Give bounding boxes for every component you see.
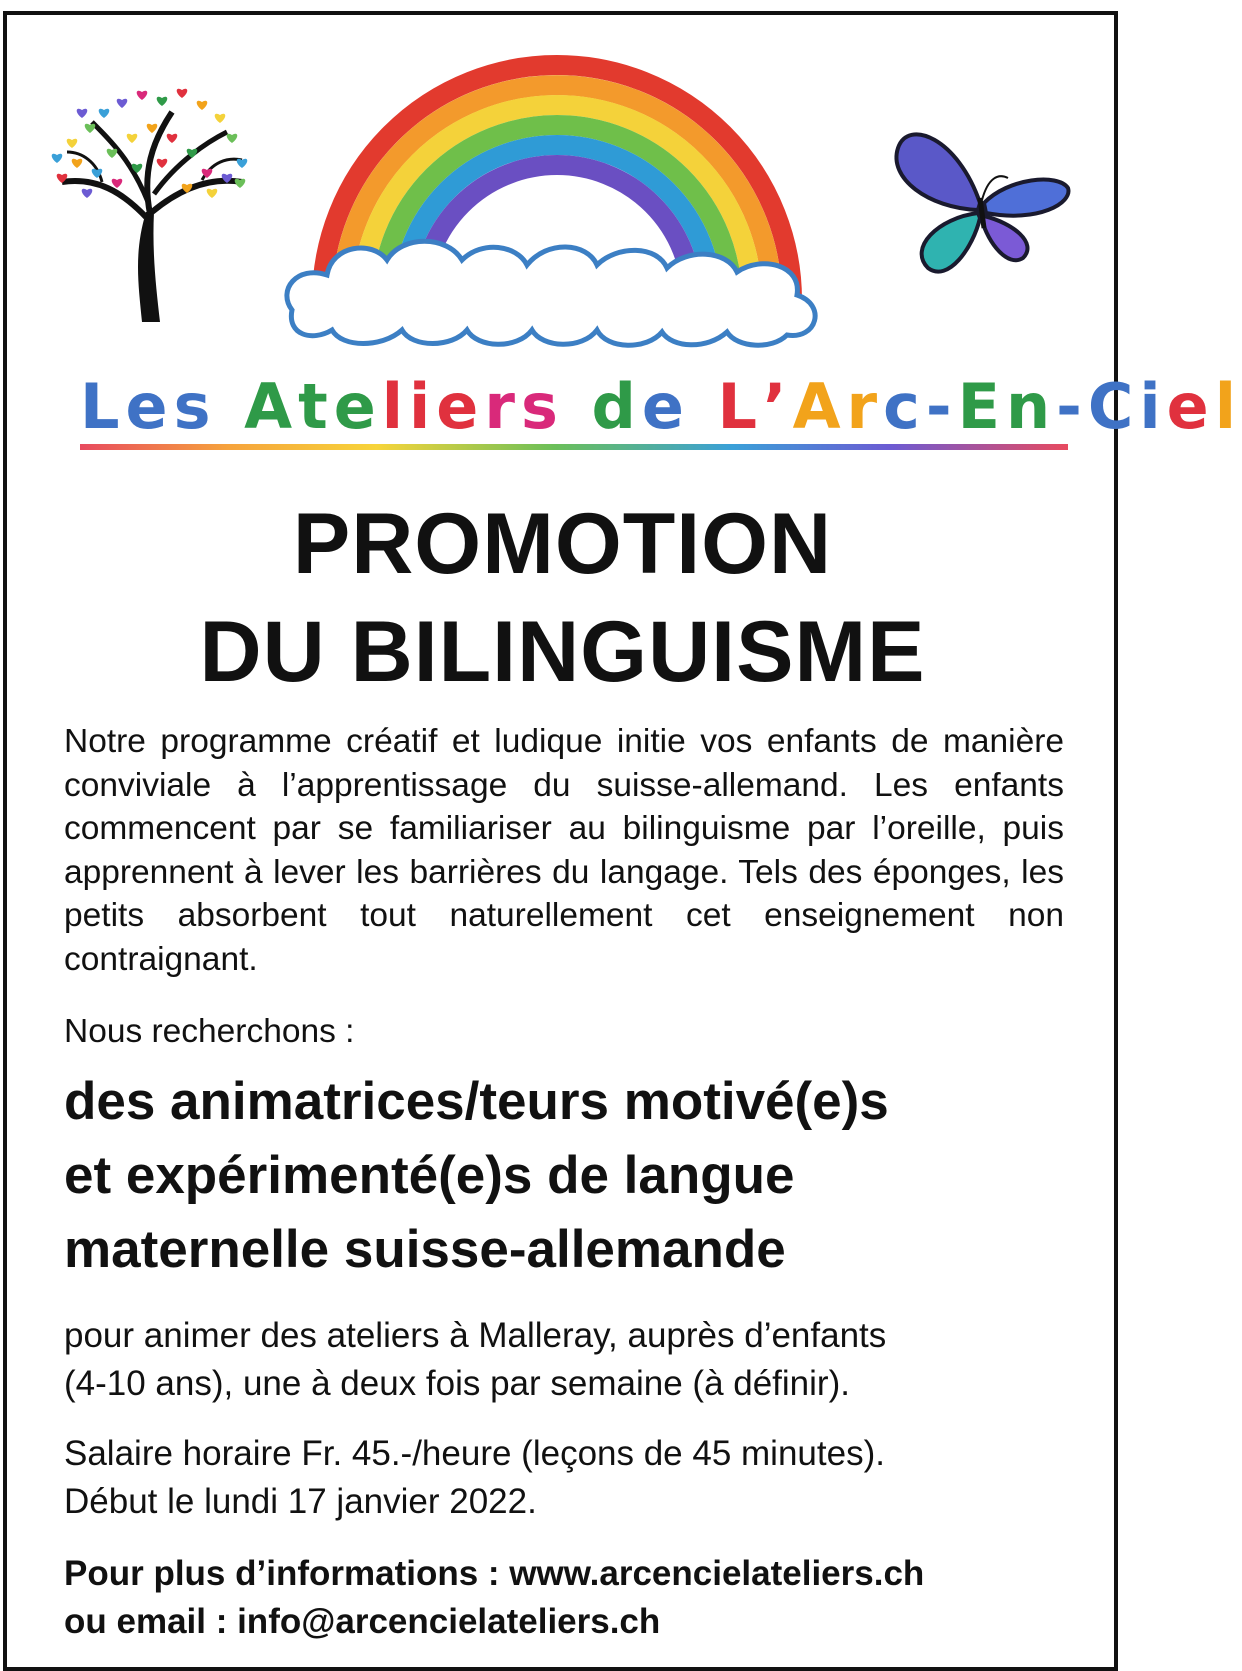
- heart-tree-icon: [42, 82, 252, 322]
- brand-letter: l: [1214, 370, 1242, 443]
- job-details-line-2: (4-10 ans), une à deux fois par semaine (à définir).: [64, 1364, 850, 1403]
- brand-logo: [80, 368, 1242, 452]
- heart-leaf: [127, 134, 138, 143]
- heart-leaf: [52, 154, 63, 163]
- heart-leaf: [77, 109, 88, 118]
- heart-leaf: [215, 114, 226, 123]
- job-details-line-1: pour animer des ateliers à Malleray, auprès d’enfants: [64, 1316, 887, 1355]
- brand-letter: e: [641, 370, 690, 443]
- contact-website[interactable]: Pour plus d’informations : www.arcencielateliers.ch: [64, 1554, 925, 1593]
- contact-info: [64, 1550, 1064, 1646]
- intro-paragraph: Notre programme créatif et ludique initie vos enfants de manière conviviale à l’apprentissage du suisse-allemand. Les enfants commencent par se familiariser au bilinguisme par l’oreille, puis apprennent à lever les barrières du langage. Tels des éponges, les petits absorbent tout naturellement cet enseignement non contraignant.: [64, 723, 1064, 978]
- heart-leaf: [167, 134, 178, 143]
- heart-leaf: [235, 179, 246, 188]
- brand-name: [80, 368, 1242, 446]
- heart-leaf: [147, 124, 158, 133]
- brand-letter: s: [173, 370, 217, 443]
- brand-letter: -: [1056, 370, 1088, 443]
- heart-leaf: [67, 139, 78, 148]
- heart-leaf: [99, 109, 110, 118]
- brand-letter: d: [591, 370, 642, 443]
- heart-leaf: [177, 89, 188, 98]
- brand-letter: t: [298, 370, 334, 443]
- heart-leaf: [197, 101, 208, 110]
- brand-letter: A: [244, 370, 299, 443]
- role-line-3: maternelle suisse-allemande: [64, 1220, 786, 1279]
- brand-letter: l: [381, 370, 410, 443]
- brand-letter: i: [409, 370, 437, 443]
- brand-letter: E: [957, 370, 1006, 443]
- headline: [0, 490, 1125, 706]
- brand-letter: e: [125, 370, 174, 443]
- headline-line-1: PROMOTION: [292, 496, 833, 592]
- brand-underline: [80, 444, 1068, 450]
- butterfly-icon: [888, 118, 1073, 278]
- brand-letter: r: [484, 370, 521, 443]
- heart-leaf: [237, 159, 248, 168]
- brand-letter: -: [925, 370, 958, 443]
- heart-leaf: [85, 124, 96, 133]
- heart-leaf: [227, 134, 238, 143]
- brand-letter: e: [333, 370, 382, 443]
- salary-line-1: Salaire horaire Fr. 45.-/heure (leçons de 45 minutes).: [64, 1434, 885, 1473]
- brand-letter: s: [520, 370, 564, 443]
- role-title: [64, 1065, 1074, 1287]
- brand-letter: L: [717, 370, 763, 443]
- rainbow-cloud-illustration: [282, 50, 832, 365]
- brand-letter: e: [436, 370, 485, 443]
- brand-letter: i: [1139, 370, 1167, 443]
- brand-letter: [216, 368, 244, 446]
- headline-line-2: DU BILINGUISME: [199, 604, 926, 700]
- job-details: [64, 1312, 1064, 1408]
- brand-letter: A: [792, 370, 847, 443]
- heart-leaf: [112, 179, 123, 188]
- heart-leaf: [117, 99, 128, 108]
- salary-line-2: Début le lundi 17 janvier 2022.: [64, 1482, 537, 1521]
- looking-for-label: Nous recherchons :: [64, 1013, 355, 1050]
- role-line-1: des animatrices/teurs motivé(e)s: [64, 1072, 889, 1131]
- brand-letter: c: [883, 370, 926, 443]
- brand-letter: [690, 368, 718, 446]
- brand-letter: r: [846, 370, 884, 443]
- brand-letter: n: [1005, 370, 1057, 443]
- brand-letter: ’: [763, 370, 793, 443]
- brand-letter: e: [1166, 370, 1215, 443]
- heart-leaf: [137, 91, 148, 100]
- heart-leaf: [157, 159, 168, 168]
- role-line-2: et expérimenté(e)s de langue: [64, 1146, 795, 1205]
- brand-letter: C: [1087, 370, 1140, 443]
- heart-leaf: [72, 159, 83, 168]
- heart-leaf: [157, 97, 168, 106]
- heart-leaf: [107, 149, 118, 158]
- heart-leaf: [82, 189, 93, 198]
- contact-email[interactable]: ou email : info@arcencielateliers.ch: [64, 1602, 661, 1641]
- brand-letter: [564, 368, 592, 446]
- salary-info: [64, 1430, 1064, 1526]
- brand-letter: L: [80, 370, 126, 443]
- heart-leaf: [207, 189, 218, 198]
